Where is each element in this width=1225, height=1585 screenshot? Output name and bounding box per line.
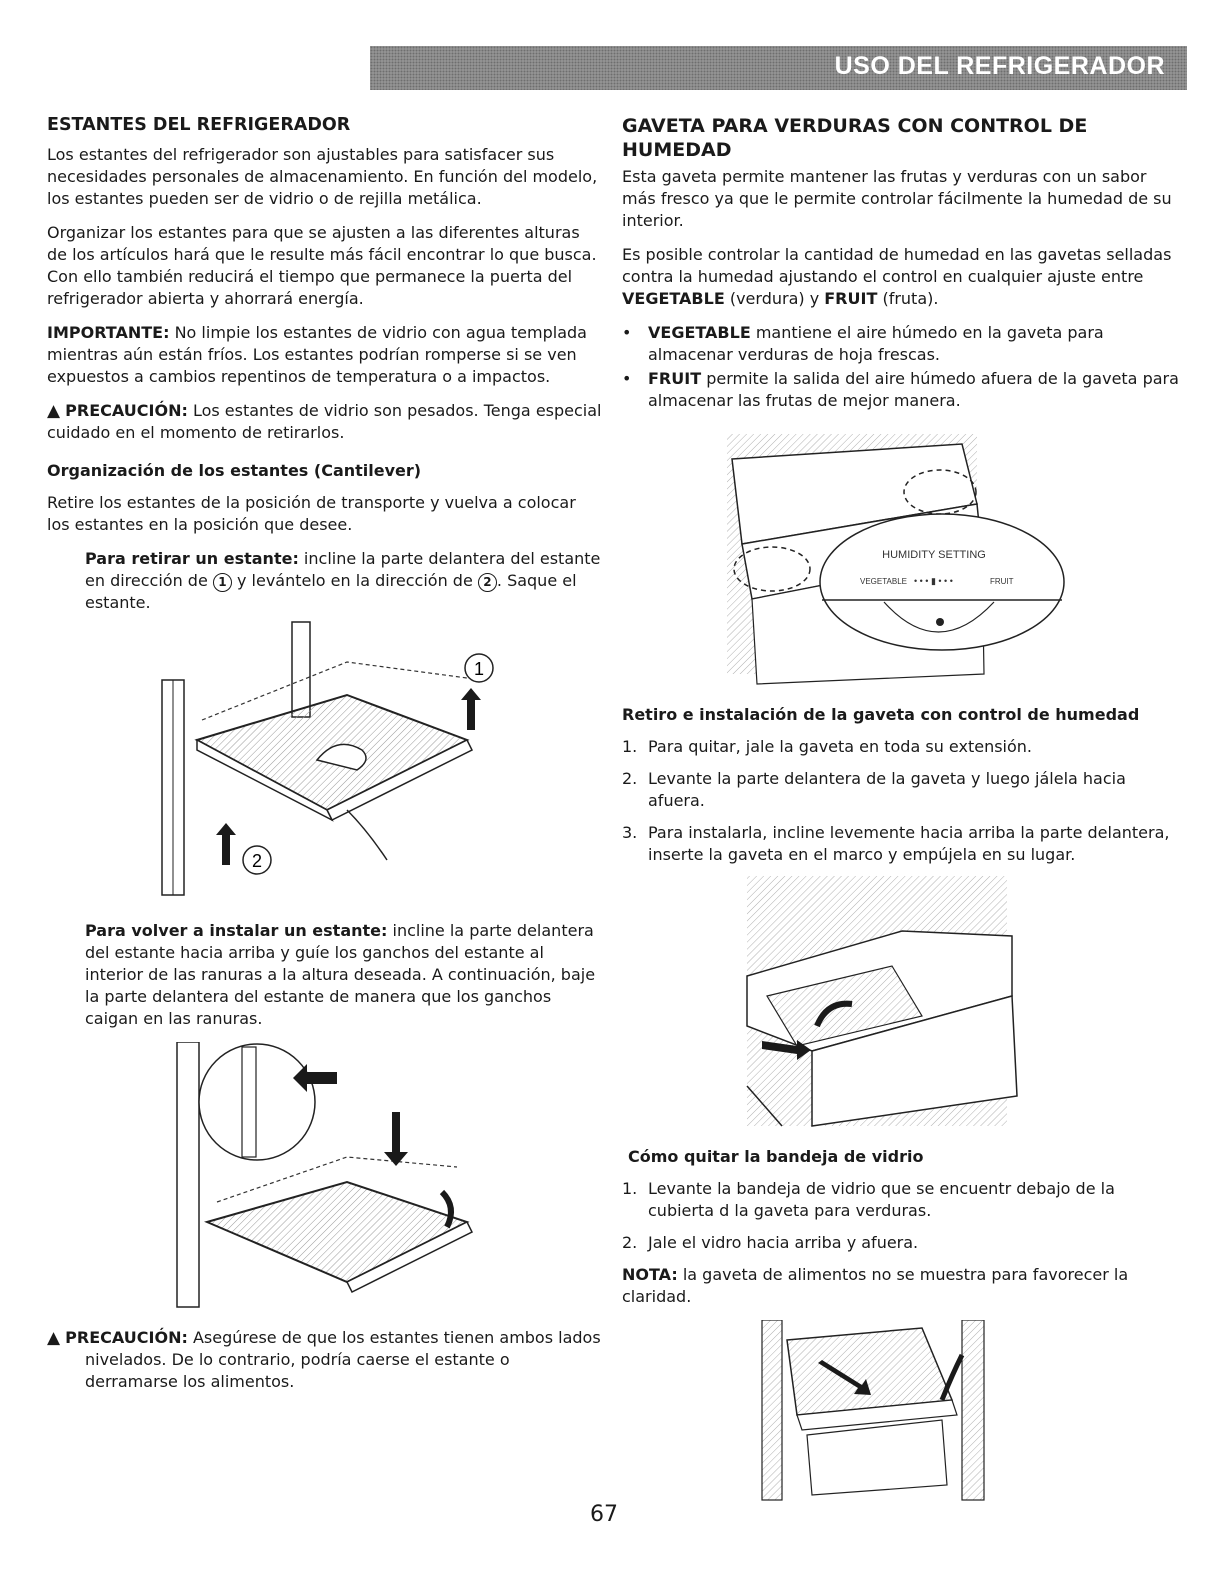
- step-text: Jale el vidro hacia arriba y afuera.: [648, 1233, 919, 1252]
- list-item: [622, 1178, 1182, 1222]
- scale-dots: • • • ▮ • • •: [914, 576, 953, 586]
- right-column: [622, 114, 1182, 1520]
- humidity-bullets: [622, 322, 1182, 412]
- caution-level-note: [47, 1327, 602, 1393]
- warning-icon-2: ▲: [47, 1328, 61, 1348]
- down-arrow-icon: [384, 1112, 408, 1166]
- step-number: 2.: [622, 769, 638, 788]
- note: [622, 1264, 1182, 1308]
- cantilever-intro: Retire los estantes de la posición de transporte y vuelva a colocar los estantes en la posición que desee.: [47, 493, 576, 534]
- shelves-organize: Organizar los estantes para que se ajusten a las diferentes alturas de los artículos hará que le resulte más fácil encontrar lo que busca. Con ello también reducirá el tiempo que permanece la puerta del refrigerador abierta y ahorrará energía.: [47, 223, 597, 308]
- reinstall-label: Para volver a instalar un estante:: [85, 921, 388, 940]
- important-label: IMPORTANTE:: [47, 323, 170, 342]
- note-text: la gaveta de alimentos no se muestra para favorecer la claridad.: [622, 1265, 1129, 1306]
- crisper-control: [622, 244, 1182, 310]
- fig1-label-2: 2: [251, 851, 263, 871]
- control-text-a: Es posible controlar la cantidad de humedad en las gavetas selladas contra la humedad ajustando el control en cualquier ajuste entre: [622, 245, 1172, 286]
- fig1-label-1: 1: [473, 659, 485, 679]
- section-title: USO DEL REFRIGERADOR: [834, 52, 1165, 80]
- cantilever-heading: Organización de los estantes (Cantilever): [47, 461, 422, 480]
- note-label: NOTA:: [622, 1265, 678, 1284]
- bullet-text: permite la salida del aire húmedo afuera de la gaveta para almacenar las frutas de mejor manera.: [648, 369, 1179, 410]
- reinstall-shelf-instructions: [85, 920, 602, 1030]
- step-number: 1.: [622, 737, 638, 756]
- glass-tray-illustration: [622, 1320, 1182, 1510]
- crisper-heading: GAVETA PARA VERDURAS CON CONTROL DE HUMEDAD: [622, 115, 1088, 161]
- remove-text-3: . Saque el estante.: [85, 571, 577, 612]
- humidity-control-illustration: [622, 424, 1182, 694]
- crisper-intro: Esta gaveta permite mantener las frutas y verduras con un sabor más fresco ya que le permite controlar fácilmente la humedad de su interior.: [622, 167, 1172, 230]
- detail-magnifier: [199, 1044, 315, 1160]
- important-text: No limpie los estantes de vidrio con agua templada mientras aún están fríos. Los estantes podrían romperse si se ven expuestos a cambios repentinos de temperatura o a impactos.: [47, 323, 587, 386]
- humidity-setting-title: HUMIDITY SETTING: [882, 549, 986, 561]
- list-item: [622, 1232, 1182, 1254]
- warning-icon: ▲: [47, 401, 61, 421]
- shelves-heading: ESTANTES DEL REFRIGERADOR: [47, 115, 351, 135]
- vegetable-term: VEGETABLE: [622, 289, 725, 308]
- remove-text-1: incline la parte delantera del estante en dirección de: [85, 549, 601, 590]
- scale-vegetable: VEGETABLE: [860, 577, 907, 586]
- fruit-term: FRUIT: [824, 289, 878, 308]
- step-text: Levante la bandeja de vidrio que se encuentr debajo de la cubierta d la gaveta para verduras.: [648, 1179, 1115, 1220]
- caution-label: PRECAUCIÓN:: [65, 401, 188, 420]
- page-number: 67: [590, 1502, 618, 1527]
- list-item: [622, 322, 1182, 366]
- list-item: [622, 822, 1182, 866]
- step-text: Levante la parte delantera de la gaveta y luego jálela hacia afuera.: [648, 769, 1126, 810]
- step-text: Para quitar, jale la gaveta en toda su extensión.: [648, 737, 1032, 756]
- step-circle-2: 2: [478, 573, 497, 592]
- shelves-intro: Los estantes del refrigerador son ajustables para satisfacer sus necesidades personales de almacenamiento. En función del modelo, los estantes pueden ser de vidrio o de rejilla metálica.: [47, 145, 598, 208]
- remove-text-2: y levántelo en la dirección de: [231, 571, 478, 590]
- step-text: Para instalarla, incline levemente hacia arriba la parte delantera, inserte la gaveta en el marco y empújela en su lugar.: [648, 823, 1170, 864]
- glass-tray-heading: Cómo quitar la bandeja de vidrio: [628, 1147, 924, 1166]
- lift-arrow-icon: [461, 688, 481, 730]
- control-text-c: (fruta).: [877, 289, 939, 308]
- caution2-label: PRECAUCIÓN:: [65, 1328, 188, 1347]
- up-arrow-icon: [216, 823, 236, 865]
- section-banner: [370, 46, 1187, 90]
- list-item: [622, 736, 1182, 758]
- slider-knob: [936, 618, 944, 626]
- glass-steps: [622, 1178, 1182, 1254]
- remove-shelf-label: Para retirar un estante:: [85, 549, 299, 568]
- shelf-removal-illustration: [47, 620, 602, 910]
- bullet-text: mantiene el aire húmedo en la gaveta para almacenar verduras de hoja frescas.: [648, 323, 1104, 364]
- shelf-install-illustration: [47, 1042, 602, 1317]
- list-item: [622, 368, 1182, 412]
- step-number: 3.: [622, 823, 638, 842]
- list-item: [622, 768, 1182, 812]
- remove-shelf-instructions: [85, 548, 602, 614]
- step-number: 1.: [622, 1179, 638, 1198]
- caution2-text: Asegúrese de que los estantes tienen ambos lados nivelados. De lo contrario, podría caerse el estante o derramarse los alimentos.: [85, 1328, 601, 1391]
- reinstall-text: incline la parte delantera del estante hacia arriba y guíe los ganchos del estante al interior de las ranuras a la altura deseada. A continuación, baje la parte delantera del estante de manera que los ganchos caigan en las ranuras.: [85, 921, 596, 1028]
- scale-fruit: FRUIT: [990, 577, 1014, 586]
- bullet-term: FRUIT: [648, 369, 702, 388]
- caution-note: [47, 400, 602, 444]
- important-note: [47, 322, 602, 388]
- crisper-removal-heading: Retiro e instalación de la gaveta con control de humedad: [622, 705, 1140, 724]
- control-text-b: (verdura) y: [724, 289, 825, 308]
- tilt-arrow-icon: [942, 1355, 962, 1400]
- crisper-removal-illustration: [622, 876, 1182, 1136]
- caution-text: Los estantes de vidrio son pesados. Tenga especial cuidado en el momento de retirarlos.: [47, 401, 602, 442]
- crisper-steps: [622, 736, 1182, 866]
- bullet-term: VEGETABLE: [648, 323, 751, 342]
- step-number: 2.: [622, 1233, 638, 1252]
- step-circle-1: 1: [213, 573, 232, 592]
- left-column: [47, 114, 602, 1405]
